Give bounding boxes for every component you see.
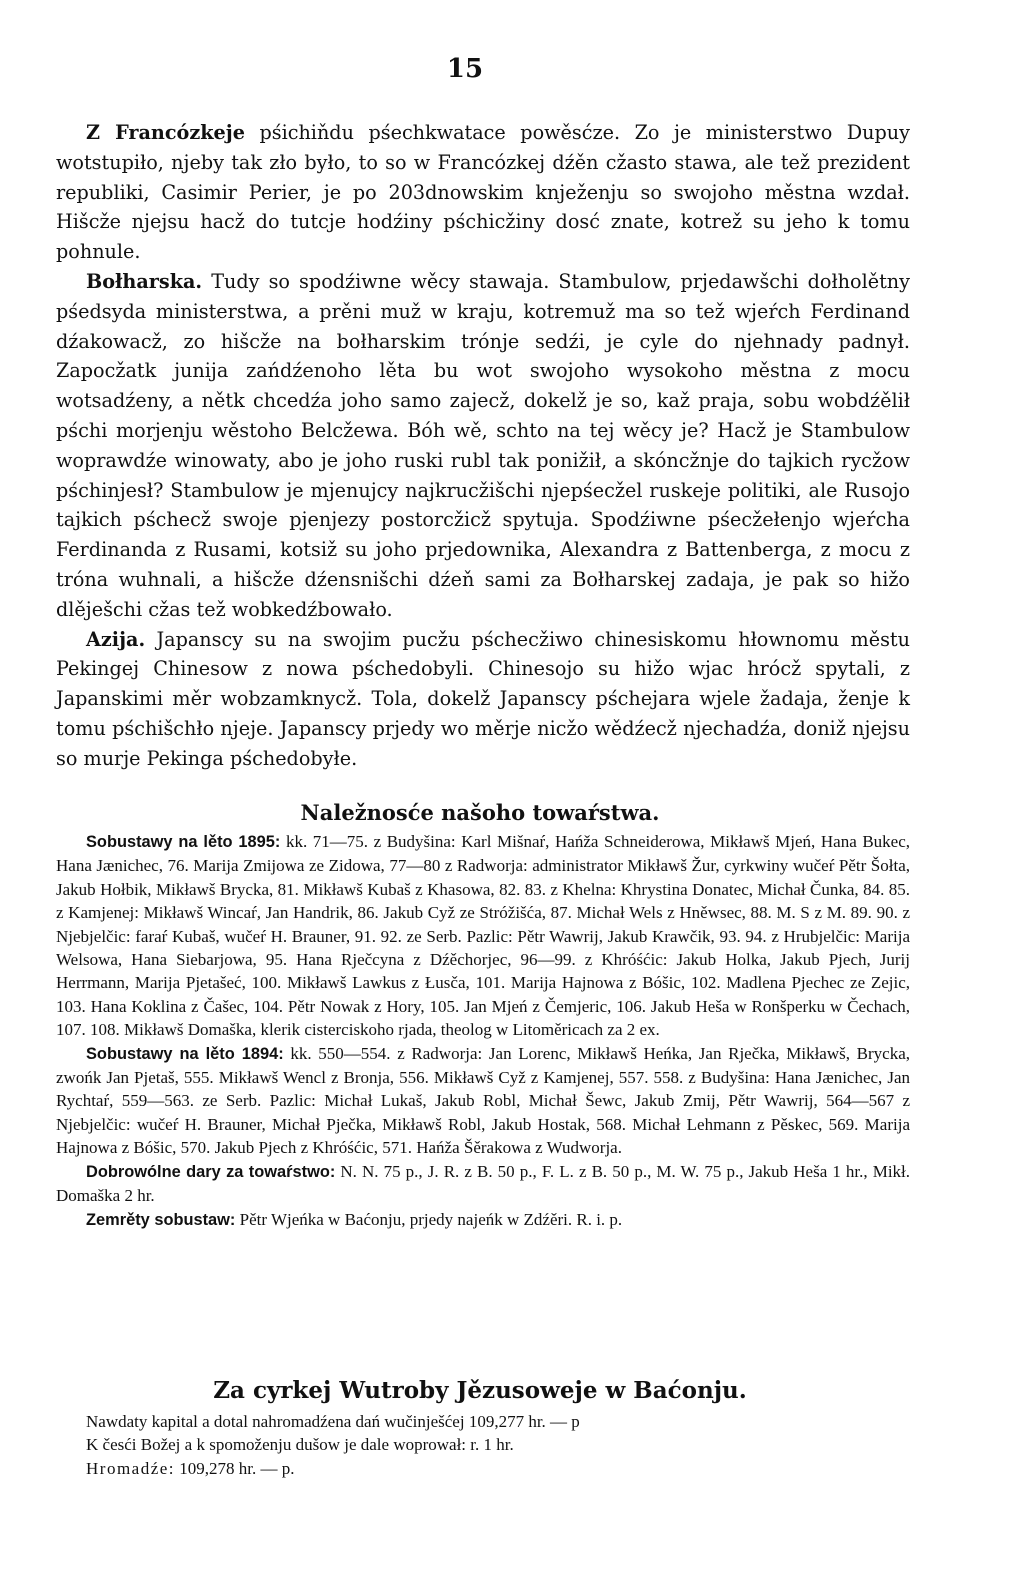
- deceased-label: Zemrěty sobustaw:: [86, 1210, 236, 1229]
- members-1894: [56, 1042, 910, 1160]
- news-section: [56, 118, 910, 774]
- gifts-label: Dobrowólne dary za towaŕstwo:: [86, 1162, 336, 1181]
- church-title: Za cyrkej Wutroby Jězusoweje w Baćonju.: [213, 1377, 747, 1404]
- news-paragraph-france: [56, 118, 910, 267]
- members-1895: [56, 830, 910, 1042]
- members-1894-label: Sobustawy na lěto 1894:: [86, 1044, 284, 1063]
- news-paragraph-bulgaria: [56, 267, 910, 625]
- news-text-asia: Japanscy su na swojim pucžu pśchecžiwo chinesiskomu hłownomu městu Pekingej Chinesow z nowa pśchedobyli. Chinesojo su hižo wjac hrócž spytali, z Japanskimi měr wobzamknycž. Tola, dokelž Japanscy pśchejara wjele žadaja, ženje k tomu pśchišchło njeje. Japanscy prjedy wo měrje nicžo wědźecž njechadźa, doniž njejsu so murje Pekinga pśchedobyłe.: [56, 627, 910, 770]
- news-heading-france: Z Francózkeje: [86, 121, 245, 144]
- page-number: 15: [446, 54, 484, 84]
- news-heading-asia: Azija.: [86, 627, 146, 651]
- church-total-value: 109,278 hr. — p.: [179, 1458, 295, 1478]
- news-paragraph-asia: [56, 625, 910, 774]
- news-heading-bulgaria: Bołharska.: [86, 269, 203, 293]
- gifts-text: N. N. 75 p., J. R. z B. 50 p., F. L. z B. 50 p., M. W. 75 p., Jakub Heša 1 hr., Mikł. Domaška 2 hr.: [56, 1161, 911, 1206]
- members-1894-text: kk. 550—554. z Radworja: Jan Lorenc, Mikławš Heńka, Jan Rječka, Mikławš, Brycka, zwońk Jan Pjetaš, 555. Mikławš Wencl z Bronja, 556. Mikławš Cyž z Kamjenej, 557. 558. z Budyšina: Hana Jænichec, Jan Rychtaŕ, 559—563. ze Serb. Pazlic: Michał Lukaš, Jakub Robl, Michał Šewc, Jakub Zmij, Pětr Wawrij, 564—567 z Njebjelčic: wučeŕ H. Brauner, Michał Pječka, Mikławš Robl, Jakub Hostak, 568. Michał Lehmann z Pěskec, 569. Marija Hajnowa z Bóšic, 570. Jakub Pjech z Khróśćic, 571. Hańža Šěrakowa z Wudworja.: [56, 1043, 911, 1158]
- church-line-gift: K česći Božej a k spomoženju dušow je dale woprował: r. 1 hr.: [86, 1435, 514, 1455]
- dues-title: Naležnosće našoho towaŕstwa.: [300, 800, 660, 825]
- news-text-france: pśichiňdu pśechkwatace powěsćze. Zo je ministerstwo Dupuy wotstupiło, njeby tak zło było, to so w Francózkej dźěn cžasto stawa, ale tež prezident republiki, Casimir Perier, je po 203dnowskim knježenju so swojoho městna wzdał. Hišcže njejsu hacž do tutcje hodźiny pśchicžiny dosć znate, kotrež su jeho k tomu pohnule.: [56, 121, 910, 264]
- members-1895-label: Sobustawy na lěto 1895:: [86, 833, 281, 851]
- deceased: [56, 1208, 910, 1232]
- church-total-label: Hromadźe:: [86, 1458, 176, 1478]
- church-section: [56, 1410, 910, 1480]
- deceased-text: Pětr Wjeńka w Baćonju, prjedy najeńk w Zdźěri. R. i. p.: [239, 1209, 623, 1229]
- news-text-bulgaria: Tudy so spodźiwne wěcy stawaja. Stambulow, prjedawšchi dołholětny pśedsyda ministerstwa, a prěni muž w kraju, kotremuž ma so tež wjeŕch Ferdinand dźakowacž, zo hišcže na bołharskim trónje sedźi, je cyle do njehnady padnył. Zapocžatk junija zańdźenoho lěta bu wot swojoho wysokoho městna z mocu wotsadźeny, a nětk chcedźa joho samo zajecž, dokelž je so, kaž praja, sobu wobdźělił pśchi morjenju wěstoho Belcžewa. Bóh wě, schto na tej wěcy je? Hacž je Stambulow woprawdźe winowaty, abo je joho ruski rubl tak ponižił, a skóncžnje do tajkich rycžow pśchinjesł? Stambulow je mjenujcy najkrucžišchi njepśecžel ruskeje politiki, ale Rusojo tajkich pśchecž swoje pjenjezy postorcžicž spytuja. Spodźiwne pśecžełenjo wjeŕcha Ferdinanda z Rusami, kotsiž su joho prjedownika, Alexandra z Battenberga, z mocu z tróna wuhnali, a hišcže dźensnišchi dźeň sami za Bołharskej zadaja, je pak so hižo dlěješchi cžas tež wobkedźbowało.: [56, 269, 910, 621]
- church-total: [56, 1457, 910, 1480]
- church-line-capital: Nawdaty kapital a dotal nahromadźena dań wučinješćej 109,277 hr. — p: [86, 1412, 580, 1431]
- members-1895-text: kk. 71—75. z Budyšina: Karl Mišnaŕ, Hańža Schneiderowa, Mikławš Mjeń, Hana Bukec, Hana Jænichec, 76. Marija Zmijowa ze Zidowa, 77—80 z Radworja: administrator Mikławš Žur, cyrkwiny wučeŕ Pětr Šołta, Jakub Hołbik, Mikławš Brycka, 81. Mikławš Kubaš z Khasowa, 82. 83. z Khelna: Khrystina Donatec, Michał Čunka, 84. 85. z Kamjenej: Mikławš Wincaŕ, Jan Handrik, 86. Jakub Cyž ze Stróžišća, 87. Michał Wels z Hněwsec, 88. M. S z M. 89. 90. z Njebjelčic: faraŕ Kubaš, wučeŕ H. Brauner, 91. 92. ze Serb. Pazlic: Pětr Wawrij, Jakub Krawčik, 93. 94. z Hrubjelčic: Marija Welsowa, Hana Siebarjowa, 95. Hana Rječcyna z Dźěchorjec, 96—99. z Khróśćic: Jakub Holka, Jakub Pjech, Jurij Herrmann, Marija Pjetašeć, 100. Mikławš Lawkus z Łusča, 101. Marija Hajnowa z Bóšic, 102. Madlena Pjechec ze Zejic, 103. Hana Koklina z Čašec, 104. Pětr Nowak z Hory, 105. Jan Mjeń z Čemjeric, 106. Jakub Heša w Ronšperku w Čechach, 107. 108. Mikławš Domaška, klerik cisterciskoho rjada, theolog w Litoměricach za 2 ex.: [56, 832, 911, 1040]
- dues-section: [56, 830, 910, 1232]
- gifts: [56, 1160, 910, 1208]
